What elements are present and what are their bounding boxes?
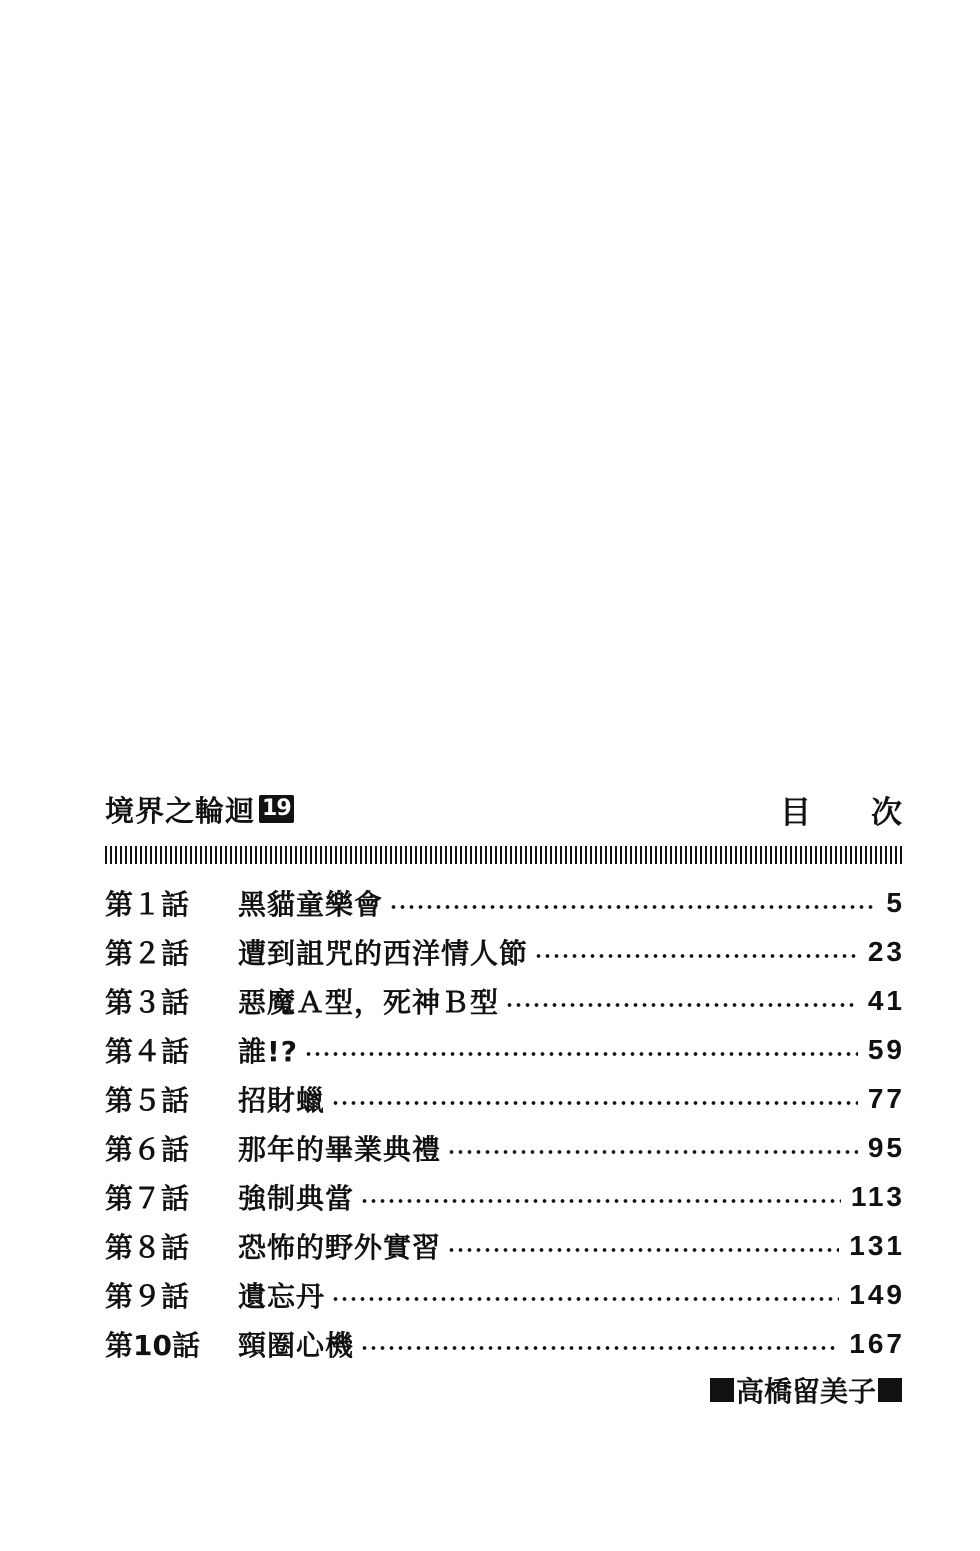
chapter-number: 第２話 <box>105 936 190 970</box>
chapter-number: 第10話 <box>105 1328 200 1362</box>
dot-leader <box>331 1101 858 1105</box>
chapter-title: 遭到詛咒的西洋情人節 <box>238 936 529 970</box>
dot-leader <box>360 1346 839 1350</box>
dot-leader <box>447 1150 858 1154</box>
table-of-contents <box>105 788 962 1368</box>
chapter-entry <box>105 927 905 976</box>
chapter-title: 黑貓童樂會 <box>238 887 384 921</box>
chapter-entry <box>105 1319 905 1368</box>
chapter-title: 誰!? <box>238 1034 299 1068</box>
toc-heading: 目次 <box>780 794 962 831</box>
chapter-list <box>105 878 905 1368</box>
dot-leader <box>389 905 876 909</box>
author-name: 高橋留美子 <box>735 1375 876 1408</box>
toc-header <box>105 788 962 831</box>
chapter-entry <box>105 1172 905 1221</box>
dot-leader <box>360 1199 841 1203</box>
chapter-title: 遺忘丹 <box>238 1279 326 1313</box>
series-title-group <box>105 789 294 830</box>
dot-leader <box>331 1297 839 1301</box>
chapter-page: 131 <box>849 1229 905 1261</box>
chapter-title: 招財蠟 <box>238 1083 326 1117</box>
chapter-entry <box>105 1074 905 1123</box>
series-title: 境界之輪迴 <box>105 793 256 828</box>
black-square-icon <box>710 1378 734 1402</box>
volume-badge: 19 <box>259 795 294 823</box>
chapter-title: 頸圈心機 <box>238 1328 355 1362</box>
chapter-number: 第３話 <box>105 985 190 1019</box>
chapter-page: 41 <box>867 984 905 1016</box>
chapter-page: 59 <box>867 1033 905 1065</box>
chapter-page: 23 <box>867 935 905 967</box>
chapter-number: 第１話 <box>105 887 190 921</box>
chapter-page: 5 <box>886 886 905 918</box>
chapter-number: 第６話 <box>105 1132 190 1166</box>
dot-leader <box>447 1248 839 1252</box>
chapter-page: 149 <box>849 1278 905 1310</box>
chapter-entry <box>105 1221 905 1270</box>
hatched-divider <box>105 846 902 864</box>
chapter-title: 強制典當 <box>238 1181 355 1215</box>
chapter-entry <box>105 1270 905 1319</box>
chapter-title: 惡魔Ａ型，死神Ｂ型 <box>238 985 500 1019</box>
chapter-title: 恐怖的野外實習 <box>238 1230 442 1264</box>
chapter-page: 167 <box>849 1327 905 1359</box>
chapter-number: 第４話 <box>105 1034 190 1068</box>
chapter-page: 113 <box>850 1180 905 1212</box>
chapter-page: 77 <box>867 1082 905 1114</box>
chapter-entry <box>105 1123 905 1172</box>
dot-leader <box>534 954 858 958</box>
chapter-number: 第８話 <box>105 1230 190 1264</box>
chapter-entry <box>105 976 905 1025</box>
author-credit <box>710 1370 902 1410</box>
black-square-icon <box>878 1378 902 1402</box>
chapter-number: 第７話 <box>105 1181 190 1215</box>
chapter-title: 那年的畢業典禮 <box>238 1132 442 1166</box>
chapter-entry <box>105 1025 905 1074</box>
chapter-entry <box>105 878 905 927</box>
chapter-page: 95 <box>867 1131 905 1163</box>
chapter-number: 第５話 <box>105 1083 190 1117</box>
dot-leader <box>304 1052 858 1056</box>
dot-leader <box>505 1003 858 1007</box>
chapter-number: 第９話 <box>105 1279 190 1313</box>
